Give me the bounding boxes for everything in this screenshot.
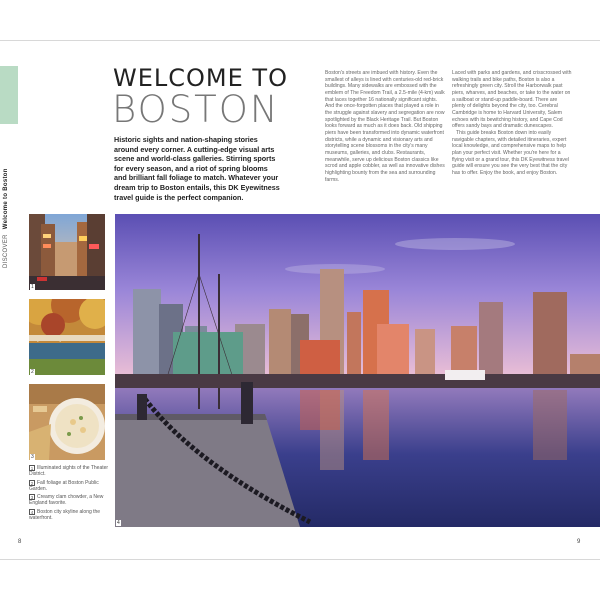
photo-public-garden (29, 299, 105, 375)
photo-captions (29, 465, 109, 523)
page-top-edge (0, 40, 600, 41)
running-head (3, 168, 9, 268)
intro-paragraph: Historic sights and nation-shaping stories around every corner. A cutting-edge visual arts scene and world-class galleries. Stirring sports for every season, and a riot of spring blooms and brilliant fall foliage to match. Whatever your dream trip to Boston entails, this DK Eyewitness travel guide is the perfect companion. (114, 135, 280, 202)
body-column-1 (325, 70, 445, 183)
caption-text: Illuminated sights of the Theater District. (29, 465, 109, 478)
section-label: DISCOVER (3, 234, 9, 268)
photo-number: 4 (117, 520, 120, 526)
photo-number: 2 (31, 369, 34, 375)
headline-line-1: WELCOME TO (113, 64, 288, 92)
caption (29, 509, 109, 522)
photo-number: 3 (31, 454, 34, 460)
caption (29, 480, 109, 493)
page-number-right: 9 (577, 539, 581, 545)
section-tab (0, 66, 18, 124)
caption-text: Creamy clam chowder, a New England favorite. (29, 494, 104, 507)
chapter-label: Welcome to Boston (3, 168, 9, 230)
caption-text: Fall foliage at Boston Public Garden. (29, 479, 99, 492)
caption-number: 3 (30, 495, 34, 501)
caption-number: 1 (30, 466, 34, 471)
body-paragraph: This guide breaks Boston down into easily navigable chapters, with detailed itineraries, expert local knowledge, and comprehensive maps to help plan your perfect visit. Whether you're here for a flying visit or a grand tour, this DK Eyewitness travel guide will ensure you see the very best that the city has to offer. Enjoy the book, and enjoy Boston. (452, 129, 569, 176)
headline-line-2: BOSTON (112, 88, 280, 131)
photo-number: 1 (31, 284, 34, 290)
body-paragraph: Laced with parks and gardens, and crisscrossed with walking trails and bike paths, Boston is also a refreshingly green city. Stroll the Harborwalk past piers, wharves, and beaches, or take to the water on a sailboat or stand-up paddle-board. There are plenty of delights beyond the city, too. Cerebral Cambridge is home to Harvard University, Salem echoes with its bewitching history, and Cape Cod offers sandy bays and dramatic dunescapes. (452, 70, 572, 130)
page-bottom-edge (0, 559, 600, 560)
caption (29, 465, 109, 478)
caption-number: 2 (30, 480, 34, 486)
photo-boston-skyline (115, 214, 600, 527)
caption-text: Boston city skyline along the waterfront. (29, 508, 101, 522)
caption (29, 494, 109, 507)
photo-clam-chowder (29, 384, 105, 460)
photo-theater-district (29, 214, 105, 290)
caption-number: 4 (30, 509, 34, 515)
body-paragraph: Boston's streets are imbued with history. Even the smallest of alleys is lined with centuries-old red-brick buildings. Many sidewalks are embossed with the emblem of The Freedom Trail, a 2.5-mile (4-km) walk that laces together 16 nationally significant sights. And the once-forgotten places that played a role in the struggle against slavery and segregation are now spotlighted by the Black Heritage Trail. But Boston looks forward as much as it does back. Old shipping piers have been transformed into dynamic waterfront districts, while a dynamic and visionary arts and storytelling scene blossoms in the city's many museums, galleries, and clubs. Restaurants, meanwhile, serve up delicious Boston classics like scrod and apple cobbler, as well as innovative dishes highlighting bounty from the sea and surrounding farms. (325, 70, 445, 183)
body-column-2 (452, 70, 572, 177)
page-number-left: 8 (18, 539, 22, 545)
